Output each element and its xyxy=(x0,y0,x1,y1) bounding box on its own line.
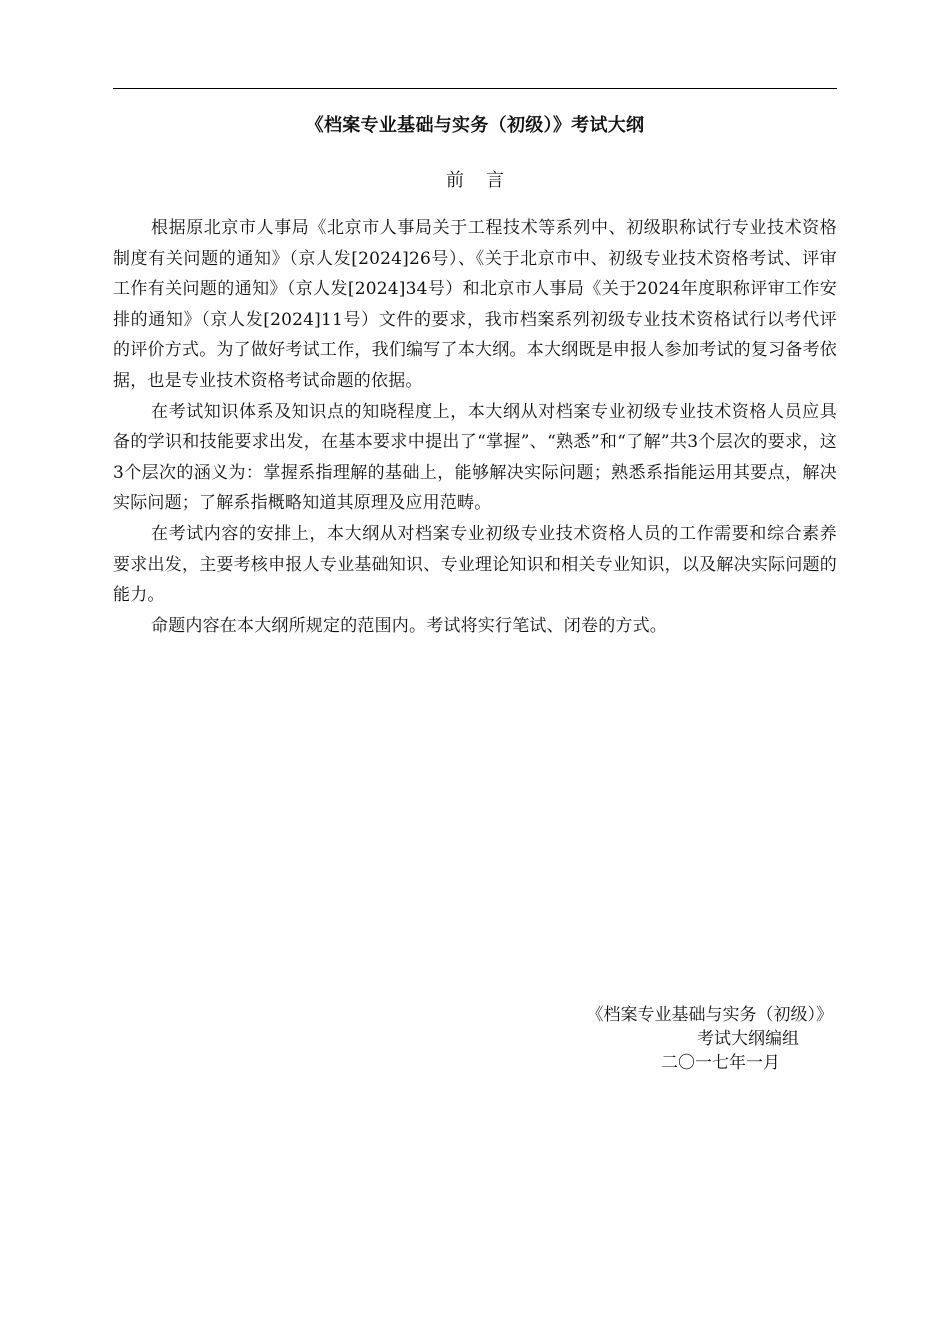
section-heading-preface xyxy=(113,169,837,193)
signature-date: 二〇一七年一月 xyxy=(661,1053,780,1073)
signature-editor-group: 考试大纲编组 xyxy=(697,1029,799,1049)
signature-block xyxy=(480,1003,837,1075)
paragraph-basis: 根据原北京市人事局《北京市人事局关于工程技术等系列中、初级职称试行专业技术资格制度有关问题的通知》（京人发[2024]26号）、《关于北京市中、初级专业技术资格考试、评审工作有关问题的通知》（京人发[2024]34号）和北京市人事局《关于2024年度职称评审工作安排的通知》（京人发[2024]11号）文件的要求，我市档案系列初级专业技术资格试行以考代评的评价方式。为了做好考试工作，我们编写了本大纲。本大纲既是申报人参加考试的复习备考依据，也是专业技术资格考试命题的依据。 xyxy=(113,218,837,391)
preface-body xyxy=(113,213,837,641)
paragraph-exam-content: 在考试内容的安排上，本大纲从对档案专业初级专业技术资格人员的工作需要和综合素养要求出发，主要考核申报人专业基础知识、专业理论知识和相关专业知识，以及解决实际问题的能力。 xyxy=(113,523,837,606)
paragraph-knowledge-levels: 在考试知识体系及知识点的知晓程度上，本大纲从对档案专业初级专业技术资格人员应具备的学识和技能要求出发，在基本要求中提出了“掌握”、“熟悉”和“了解”共3个层次的要求，这3个层次的涵义为：掌握系指理解的基础上，能够解决实际问题；熟悉系指能运用其要点，解决实际问题；了解系指概略知道其原理及应用范畴。 xyxy=(113,401,837,514)
section-heading-char-1: 前 xyxy=(446,170,464,191)
section-heading-char-2: 言 xyxy=(486,170,504,191)
paragraph-exam-format: 命题内容在本大纲所规定的范围内。考试将实行笔试、闭卷的方式。 xyxy=(151,615,667,636)
header-rule xyxy=(113,88,837,89)
document-title: 《档案专业基础与实务（初级）》考试大纲 xyxy=(305,115,645,136)
signature-book-title: 《档案专业基础与实务（初级）》 xyxy=(586,1005,833,1025)
